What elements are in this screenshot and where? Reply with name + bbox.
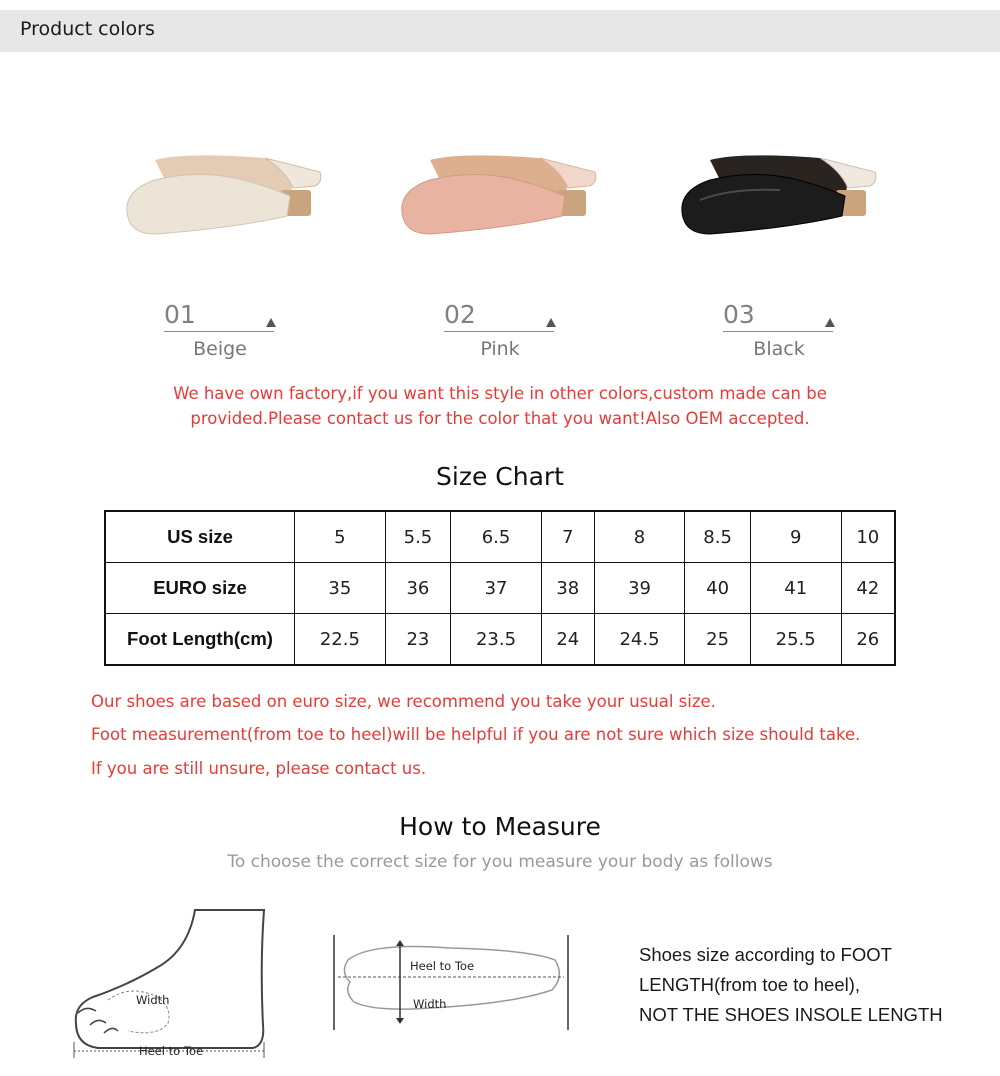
table-cell: 10 [841,511,895,563]
table-cell: 9 [750,511,841,563]
size-chart-table [104,510,896,666]
size-note: Foot measurement(from toe to heel)will be helpful if you are not sure which size should take. [91,725,861,744]
color-number: 03 [723,300,755,329]
table-row-foot-length [105,614,895,666]
color-option-black[interactable] [723,300,835,360]
table-cell: 8 [594,511,685,563]
table-cell: 25.5 [750,614,841,666]
triangle-up-icon [825,318,835,327]
measure-note-line: LENGTH(from toe to heel), [639,974,861,995]
size-note: Our shoes are based on euro size, we recommend you take your usual size. [91,692,716,711]
how-to-measure-subtitle: To choose the correct size for you measure your body as follows [227,852,773,872]
color-name: Black [753,338,805,360]
table-cell: 37 [451,563,542,614]
divider [164,331,274,332]
table-cell: 38 [541,563,594,614]
diagram-length-label: Heel to Toe [139,1044,204,1058]
table-cell: 24.5 [594,614,685,666]
table-cell: 25 [685,614,750,666]
table-cell: 5 [295,511,386,563]
foot-side-diagram [68,905,273,1065]
table-cell: 8.5 [685,511,750,563]
triangle-up-icon [266,318,276,327]
divider [444,331,554,332]
row-header: US size [105,511,295,563]
table-row-us-size [105,511,895,563]
diagram-width-label: Width [413,997,447,1011]
table-cell: 42 [841,563,895,614]
table-row-euro-size [105,563,895,614]
table-cell: 39 [594,563,685,614]
table-cell: 5.5 [385,511,450,563]
section-title-product-colors: Product colors [20,18,155,40]
table-cell: 24 [541,614,594,666]
table-cell: 36 [385,563,450,614]
table-cell: 22.5 [295,614,386,666]
color-name: Beige [193,338,247,360]
table-cell: 7 [541,511,594,563]
factory-note-line: We have own factory,if you want this style in other colors,custom made can be [173,384,827,403]
measure-note [639,940,943,1030]
size-note: If you are still unsure, please contact us. [91,759,427,778]
size-chart-title: Size Chart [436,462,564,491]
measure-note-line: NOT THE SHOES INSOLE LENGTH [639,1004,943,1025]
row-header: Foot Length(cm) [105,614,295,666]
table-cell: 40 [685,563,750,614]
factory-note [0,381,1000,431]
factory-note-line: provided.Please contact us for the color that you want!Also OEM accepted. [190,409,810,428]
measure-note-line: Shoes size according to FOOT [639,944,892,965]
color-option-beige[interactable] [164,300,276,360]
table-cell: 41 [750,563,841,614]
color-option-pink[interactable] [444,300,556,360]
shoe-image-pink [390,130,620,270]
divider [723,331,833,332]
foot-top-diagram [330,930,575,1040]
color-number: 02 [444,300,476,329]
diagram-length-label: Heel to Toe [410,959,475,973]
shoe-image-beige [115,130,345,270]
table-cell: 23.5 [451,614,542,666]
product-colors-header [0,10,1000,52]
how-to-measure-title: How to Measure [399,812,601,841]
color-name: Pink [480,338,520,360]
table-cell: 35 [295,563,386,614]
table-cell: 6.5 [451,511,542,563]
table-cell: 26 [841,614,895,666]
shoe-image-black [670,130,900,270]
diagram-width-label: Width [136,993,170,1007]
color-number: 01 [164,300,196,329]
row-header: EURO size [105,563,295,614]
triangle-up-icon [546,318,556,327]
table-cell: 23 [385,614,450,666]
